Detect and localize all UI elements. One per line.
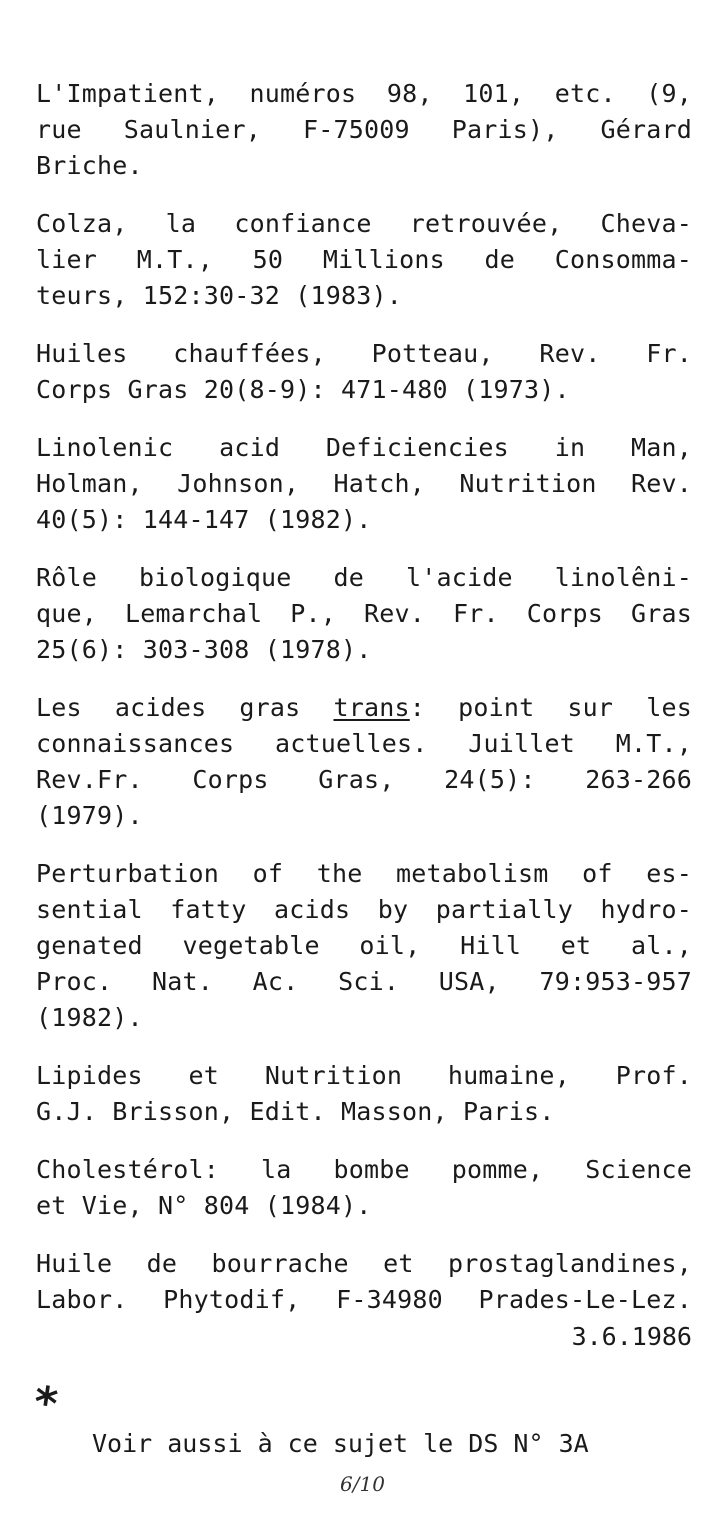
reference-line: L'Impatient, numéros 98, 101, etc. (9, bbox=[36, 79, 692, 108]
reference-line: genated vegetable oil, Hill et al., bbox=[36, 931, 692, 960]
reference-line: 40(5): 144-147 (1982). bbox=[36, 505, 372, 534]
reference-line: lier M.T., 50 Millions de Consomma- bbox=[36, 245, 692, 274]
reference-line: Huiles chauffées, Potteau, Rev. Fr. bbox=[36, 339, 692, 368]
see-also-note: Voir aussi à ce sujet le DS N° 3A bbox=[92, 1429, 589, 1458]
reference-item bbox=[36, 1246, 692, 1318]
reference-line: Colza, la confiance retrouvée, Cheva- bbox=[36, 209, 692, 238]
reference-item bbox=[36, 1152, 692, 1224]
reference-line: Lipides et Nutrition humaine, Prof. bbox=[36, 1061, 692, 1090]
reference-line: 25(6): 303-308 (1978). bbox=[36, 635, 372, 664]
reference-item bbox=[36, 336, 692, 408]
reference-line: sential fatty acids by partially hydro- bbox=[36, 895, 692, 924]
asterisk-mark: * bbox=[30, 1376, 61, 1431]
reference-line: que, Lemarchal P., Rev. Fr. Corps Gras bbox=[36, 599, 692, 628]
reference-line: (1982). bbox=[36, 1003, 143, 1032]
reference-line: Huile de bourrache et prostaglandines, bbox=[36, 1249, 692, 1278]
reference-line: Proc. Nat. Ac. Sci. USA, 79:953-957 bbox=[36, 967, 692, 996]
reference-line: Les acides gras trans: point sur les bbox=[36, 693, 692, 722]
reference-line: Rôle biologique de l'acide linolêni- bbox=[36, 563, 692, 592]
reference-line: teurs, 152:30-32 (1983). bbox=[36, 281, 403, 310]
page-number: 6/10 bbox=[340, 1472, 385, 1496]
reference-line: Corps Gras 20(8-9): 471-480 (1973). bbox=[36, 375, 570, 404]
reference-line: et Vie, N° 804 (1984). bbox=[36, 1191, 372, 1220]
document-date: 3.6.1986 bbox=[571, 1322, 692, 1351]
reference-line: Briche. bbox=[36, 151, 143, 180]
reference-line: connaissances actuelles. Juillet M.T., bbox=[36, 729, 692, 758]
reference-line: Perturbation of the metabolism of es- bbox=[36, 859, 692, 888]
reference-line: Holman, Johnson, Hatch, Nutrition Rev. bbox=[36, 469, 692, 498]
reference-line: Linolenic acid Deficiencies in Man, bbox=[36, 433, 692, 462]
reference-item bbox=[36, 206, 692, 314]
reference-item bbox=[36, 856, 692, 1036]
reference-item bbox=[36, 430, 692, 538]
reference-item bbox=[36, 1058, 692, 1130]
reference-line: Labor. Phytodif, F-34980 Prades-Le-Lez. bbox=[36, 1285, 692, 1314]
reference-item bbox=[36, 560, 692, 668]
reference-line: (1979). bbox=[36, 801, 143, 830]
reference-line: Cholestérol: la bombe pomme, Science bbox=[36, 1155, 692, 1184]
reference-line: Rev.Fr. Corps Gras, 24(5): 263-266 bbox=[36, 765, 692, 794]
reference-item bbox=[36, 76, 692, 184]
underlined-word: trans bbox=[333, 693, 410, 722]
reference-line: rue Saulnier, F-75009 Paris), Gérard bbox=[36, 115, 692, 144]
reference-item bbox=[36, 690, 692, 834]
reference-line: G.J. Brisson, Edit. Masson, Paris. bbox=[36, 1097, 555, 1126]
reference-list bbox=[36, 76, 692, 1340]
